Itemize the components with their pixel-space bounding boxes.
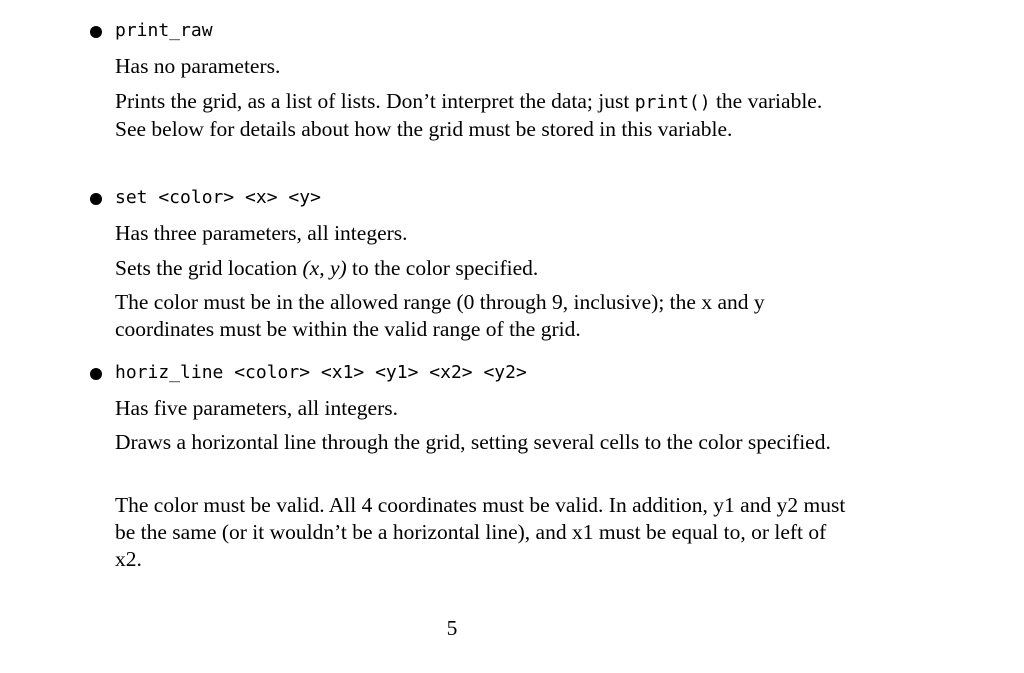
command-heading: set <color> <x> <y> bbox=[115, 187, 321, 208]
command-heading: horiz_line <color> <x1> <y1> <x2> <y2> bbox=[115, 362, 527, 383]
page-number: 5 bbox=[446, 616, 458, 640]
validation-description: The color must be valid. All 4 coordinates must be valid. In addition, y1 and y2 must be the same (or it wouldn’t be a horizontal line), and x1 must be equal to, or left of x2. bbox=[115, 493, 846, 571]
parameter-description: Has no parameters. bbox=[115, 54, 281, 78]
description-text: the variable. See below for details about how the grid must be stored in this variable. bbox=[115, 89, 823, 141]
description-text: to the color specified. bbox=[346, 256, 539, 280]
bullet-icon bbox=[90, 26, 102, 38]
command-description bbox=[115, 255, 855, 282]
description-text: Prints the grid, as a list of lists. Don’t interpret the data; just bbox=[115, 89, 635, 113]
parameter-description: Has three parameters, all integers. bbox=[115, 221, 408, 245]
command-description: Draws a horizontal line through the grid, setting several cells to the color specified. bbox=[115, 430, 831, 454]
math-expression: (x, y) bbox=[302, 256, 347, 280]
command-description bbox=[115, 88, 855, 143]
inline-code: print() bbox=[634, 92, 711, 113]
validation-description: The color must be in the allowed range (0 through 9, inclusive); the x and y coordinates must be within the valid range of the grid. bbox=[115, 290, 765, 341]
bullet-icon bbox=[90, 193, 102, 205]
parameter-description: Has five parameters, all integers. bbox=[115, 396, 398, 420]
description-text: Sets the grid location bbox=[115, 256, 303, 280]
command-heading: print_raw bbox=[115, 20, 213, 41]
bullet-icon bbox=[90, 368, 102, 380]
